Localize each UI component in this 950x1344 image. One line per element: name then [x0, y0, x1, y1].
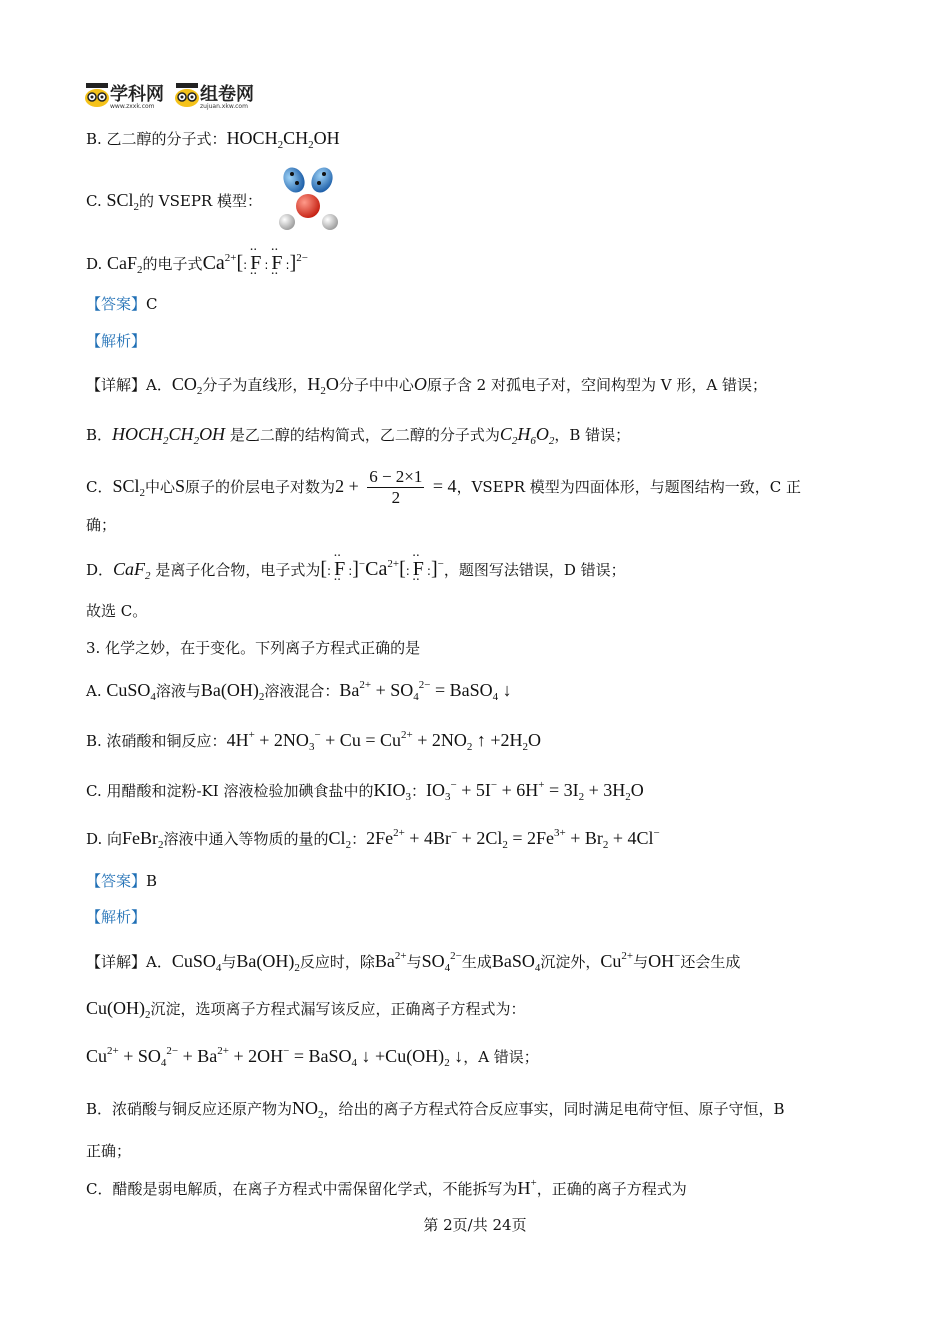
option-text: 的电子式	[142, 255, 203, 273]
formula-baoh2: $Ba(OH)_2$	[200, 680, 265, 703]
detail-text: 反应时，除	[299, 953, 375, 971]
answer-value: C	[146, 295, 158, 313]
answer-value: B	[146, 872, 158, 890]
ion-oh: OH−	[648, 950, 681, 971]
detail-text: 与	[633, 953, 649, 971]
q2-detail-a	[86, 372, 767, 397]
formula-kio3: $KIO_3$	[373, 780, 411, 803]
detail-text: A．	[146, 376, 172, 394]
fraction: $\frac{6 - 2\times 1}{2}$	[369, 467, 423, 508]
equation-c: $IO_3^- + 5I^- + 6H^+ = 3I_2 + 3H_2O$	[425, 779, 644, 803]
q3-option-c: C. 用醋酸和淀粉-KI 溶液检验加碘食盐中的$KIO_3$：$IO_3^- + 5I^- + 6H^+ = 3I_2 + 3H_2O$	[86, 779, 644, 803]
q3-detail-c	[86, 1176, 687, 1201]
formula-scl2: SCl$_2$	[112, 476, 146, 499]
formula-cuoh2: $Cu(OH)_2$	[86, 998, 151, 1021]
option-text: C. 用醋酸和淀粉-KI 溶液检验加碘食盐中的	[86, 782, 374, 800]
option-label: D.	[86, 255, 108, 273]
ion-h: H+	[517, 1177, 537, 1198]
detail-text: 与	[406, 953, 422, 971]
zxxk-url: www.zxxk.com	[110, 103, 155, 110]
formula-scl2: SCl$_2$	[106, 190, 140, 213]
zujuan-logo	[174, 80, 254, 110]
q2-option-d	[86, 251, 308, 277]
question-text: 3. 化学之妙，在于变化。下列离子方程式正确的是	[86, 639, 421, 657]
q3-detail-b-cont	[86, 1139, 131, 1163]
formula-caf2: CaF$_2$	[107, 253, 143, 276]
detail-text: 是离子化合物，电子式为	[155, 561, 321, 579]
detail-text: 正确；	[86, 1142, 132, 1160]
option-text: B. 浓硝酸和铜反应：	[86, 732, 227, 750]
formula-baoh2: $Ba(OH)_2$	[236, 951, 300, 974]
zujuan-url: zujuan.xkw.com	[200, 103, 248, 110]
detail-text: C．	[86, 478, 113, 496]
formula-no2: $NO_2$	[292, 1098, 324, 1121]
detail-text: 与	[221, 953, 237, 971]
option-label: A.	[86, 682, 107, 700]
detail-text: ，B 错误；	[554, 426, 631, 444]
detail-text: A．	[146, 953, 172, 971]
equation-a: $Ba^{2+} + SO_4^{2-}$ = BaSO$_4$ ↓	[339, 679, 512, 703]
q3-option-b	[86, 728, 541, 753]
option-text: D. 向	[86, 830, 123, 848]
detail-text: 生成	[461, 953, 492, 971]
option-text: 的 VSEPR 模型：	[139, 192, 262, 210]
vsepr-model-image	[270, 166, 348, 234]
electron-formula-wrong: $Ca^{2+}[:\cdot\cdot F$ ·· :·· F ·· :]$^{2-}$	[203, 251, 308, 277]
detail-text: ，VSEPR 模型为四面体形，与题图结构一致，C 正	[456, 478, 802, 496]
electron-formula-correct: [:·· $F \cdot\cdot :]^-Ca^{2+}[:\cdot\cdot F$ ·· :]−	[320, 557, 444, 583]
detail-text: 沉淀，选项离子方程式漏写该反应，正确离子方程式为：	[150, 1000, 526, 1018]
symbol-o: O	[413, 374, 427, 394]
structural-formula: $HOCH_2CH_2OH$	[112, 424, 226, 447]
q3-answer	[86, 869, 157, 893]
q2-detail-c-cont	[86, 513, 116, 537]
option-text: 溶液与	[155, 682, 201, 700]
formula-ethylene-glycol: $HOCH_2CH_2OH$	[226, 128, 340, 151]
detail-text: 分子为直线形，	[202, 376, 308, 394]
detail-text: 分子中中心	[338, 376, 414, 394]
formula-cuso4: CuSO$_4$	[171, 951, 222, 974]
detail-text: ，A 错误；	[463, 1048, 539, 1066]
detail-text: 沉淀外，	[540, 953, 601, 971]
q3-detail-a-equation	[86, 1044, 539, 1069]
zujuan-brand: 组卷网	[200, 84, 254, 105]
q2-detail-c	[86, 466, 801, 508]
detail-text: 原子含 2 对孤电子对，空间构型为 V 形，A 错误；	[426, 376, 767, 394]
molecular-formula: $C_2H_6O_2$	[499, 424, 555, 447]
detail-text: C．醋酸是弱电解质，在离子方程式中需保留化学式，不能拆写为	[86, 1180, 518, 1198]
detail-text: ，给出的离子方程式符合反应事实，同时满足电荷守恒、原子守恒，B	[323, 1100, 785, 1118]
formula-febr2: FeBr$_2$	[122, 828, 164, 851]
q2-answer	[86, 292, 158, 316]
q3-detail-a-cont	[86, 996, 526, 1021]
q2-detail-d	[86, 557, 626, 583]
detail-text: D．	[86, 561, 114, 579]
detail-label: 【详解】	[86, 953, 147, 971]
ion-ba: $Ba^{2+}$	[374, 950, 407, 971]
answer-label: 【答案】	[86, 872, 147, 890]
q2-detail-b	[86, 422, 630, 447]
equation-d: $2Fe^{2+} + 4Br^- + 2Cl_2 = 2Fe^{3+} + Br_2 + 4Cl^-$	[366, 827, 660, 851]
q3-option-a	[86, 678, 512, 703]
option-text: B. 乙二醇的分子式：	[86, 130, 227, 148]
calc-expression: 2 + $\frac{6 - 2\times 1}{2}$ = 4	[335, 467, 457, 508]
detail-text: B．	[86, 426, 113, 444]
header-logos	[84, 80, 264, 110]
formula-baso4: BaSO$_4$	[491, 951, 541, 974]
zxxk-brand: 学科网	[110, 84, 164, 105]
detail-text: 中心	[145, 478, 176, 496]
q2-option-b	[86, 126, 340, 151]
detail-text: ，题图写法错误，D 错误；	[443, 561, 626, 579]
analysis-label: 【解析】	[86, 908, 147, 926]
formula-co2: $CO_2$	[171, 374, 203, 397]
owl-mascot-icon	[174, 82, 200, 108]
q3-analysis-label	[86, 905, 146, 929]
owl-mascot-icon	[84, 82, 110, 108]
detail-label: 【详解】	[86, 376, 147, 394]
detail-text: B．浓硝酸与铜反应还原产物为	[86, 1100, 293, 1118]
equation-b: $4H^+ + 2NO_3^- + Cu = Cu^{2+} + 2NO_2$ ↑ $+2H_2O$	[226, 729, 542, 753]
answer-label: 【答案】	[86, 295, 147, 313]
ion-so4: $SO_4^{2-}$	[421, 950, 462, 974]
detail-text: 确；	[86, 516, 117, 534]
q3-stem	[86, 636, 420, 660]
q3-detail-b	[86, 1096, 785, 1121]
q2-conclusion	[86, 599, 147, 623]
detail-text: 还会生成	[680, 953, 741, 971]
formula-cl2: $Cl_2$	[328, 828, 352, 851]
option-text: 溶液混合：	[264, 682, 340, 700]
formula-cuso4: CuSO$_4$	[106, 680, 156, 703]
detail-text: 原子的价层电子对数为	[185, 478, 336, 496]
symbol-s: S	[175, 476, 186, 496]
detail-text: 故选 C。	[86, 602, 148, 620]
q2-option-c	[86, 188, 262, 213]
page-footer: 第 2页/共 24页	[423, 1216, 527, 1234]
detail-text: ，正确的离子方程式为	[536, 1180, 687, 1198]
formula-h2o: $H_2O$	[307, 374, 339, 397]
formula-caf2: CaF$_2$	[113, 559, 151, 582]
option-label: C.	[86, 192, 107, 210]
detail-text: 是乙二醇的结构简式，乙二醇的分子式为	[229, 426, 500, 444]
option-text: 溶液中通入等物质的量的	[163, 830, 329, 848]
q3-option-d: D. 向FeBr$_2$溶液中通入等物质的量的$Cl_2$：$2Fe^{2+} + 4Br^- + 2Cl_2 = 2Fe^{3+} + Br_2 + 4Cl^-$	[86, 827, 660, 851]
analysis-label: 【解析】	[86, 332, 147, 350]
equation-correct-a: $Cu^{2+} + SO_4^{2-} + Ba^{2+} + 2OH^-$ = BaSO$_4$ ↓ $+Cu(OH)_2$ ↓	[86, 1045, 464, 1069]
ion-cu: $Cu^{2+}$	[600, 950, 634, 971]
zxxk-logo	[84, 80, 164, 110]
q2-analysis-label	[86, 329, 146, 353]
q3-detail-a	[86, 949, 740, 974]
